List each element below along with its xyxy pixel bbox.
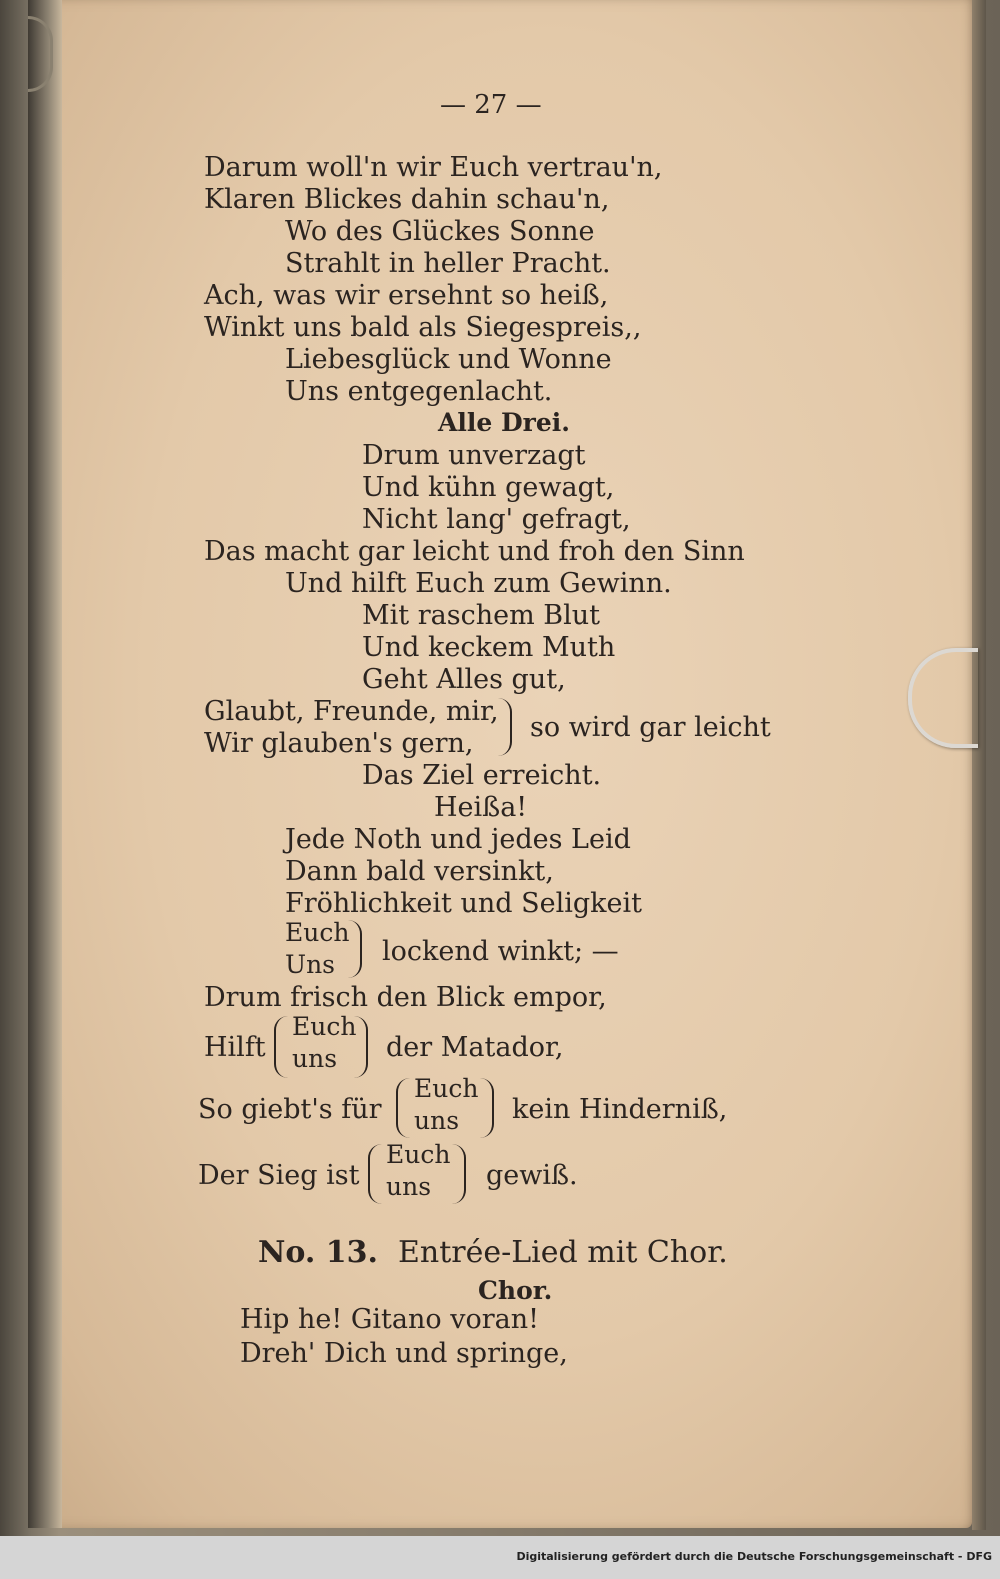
text-line: Glaubt, Freunde, mir, — [204, 696, 499, 727]
section-title: Entrée-Lied mit Chor. — [398, 1235, 728, 1270]
text-line: gewiß. — [486, 1160, 578, 1191]
text-line: Das Ziel erreicht. — [362, 760, 602, 791]
text-line: uns — [414, 1106, 460, 1135]
text-line: Strahlt in heller Pracht. — [285, 248, 611, 279]
text-line: der Matador, — [386, 1032, 564, 1063]
text-line: Heißa! — [434, 792, 528, 823]
text-line: Klaren Blickes dahin schau'n, — [204, 184, 610, 215]
text-line: so wird gar leicht — [530, 712, 771, 743]
text-line: Winkt uns bald als Siegespreis,, — [204, 312, 642, 343]
text-line: Nicht lang' gefragt, — [362, 504, 631, 535]
text-line: Und keckem Muth — [362, 632, 616, 663]
page-edge — [972, 0, 986, 1530]
text-line: Geht Alles gut, — [362, 664, 566, 695]
text-line: Uns entgegenlacht. — [285, 376, 553, 407]
text-line: Mit raschem Blut — [362, 600, 600, 631]
text-line: Uns — [285, 950, 335, 979]
text-line: Dreh' Dich und springe, — [240, 1338, 568, 1369]
text-line: Wir glauben's gern, — [204, 728, 474, 759]
paren-right — [480, 1078, 494, 1138]
text-line: Drum frisch den Blick empor, — [204, 982, 607, 1013]
text-line: Darum woll'n wir Euch vertrau'n, — [204, 152, 663, 183]
binding-clip — [28, 16, 53, 92]
text-line: Euch — [285, 918, 350, 947]
text-line: Drum unverzagt — [362, 440, 586, 471]
text-line: Euch — [292, 1012, 357, 1041]
book-binding — [28, 0, 62, 1528]
text-line: kein Hinderniß, — [512, 1094, 728, 1125]
paren-left — [368, 1144, 382, 1204]
paren-right — [354, 1016, 368, 1078]
section-number: No. 13. — [258, 1235, 378, 1270]
brace-right — [498, 698, 512, 756]
paren-left — [396, 1078, 410, 1138]
paren-right — [452, 1144, 466, 1204]
text-line: Fröhlichkeit und Seligkeit — [285, 888, 642, 919]
text-line: Euch — [386, 1140, 451, 1169]
text-line: Dann bald versinkt, — [285, 856, 554, 887]
text-line: Ach, was wir ersehnt so heiß, — [204, 280, 609, 311]
text-line: Liebesglück und Wonne — [285, 344, 612, 375]
footer-credit: Digitalisierung gefördert durch die Deutsche Forschungsgemeinschaft - DFG — [516, 1550, 992, 1563]
text-line: Wo des Glückes Sonne — [285, 216, 595, 247]
text-line: Hip he! Gitano voran! — [240, 1304, 539, 1335]
text-line: Das macht gar leicht und froh den Sinn — [204, 536, 745, 567]
paren-left — [274, 1016, 288, 1078]
text-line: Hilft — [204, 1032, 266, 1063]
page-number: — 27 — — [440, 90, 542, 120]
text-line: So giebt's für — [198, 1094, 382, 1125]
text-line: Und hilft Euch zum Gewinn. — [285, 568, 672, 599]
text-line: uns — [386, 1172, 432, 1201]
text-line: Und kühn gewagt, — [362, 472, 615, 503]
text-line: Euch — [414, 1074, 479, 1103]
speaker-label: Chor. — [478, 1276, 553, 1305]
text-line: Der Sieg ist — [198, 1160, 360, 1191]
text-line: lockend winkt; — — [382, 936, 619, 967]
text-line: uns — [292, 1044, 338, 1073]
text-line: Jede Noth und jedes Leid — [285, 824, 631, 855]
speaker-label: Alle Drei. — [438, 408, 570, 437]
brace-right — [348, 920, 362, 978]
